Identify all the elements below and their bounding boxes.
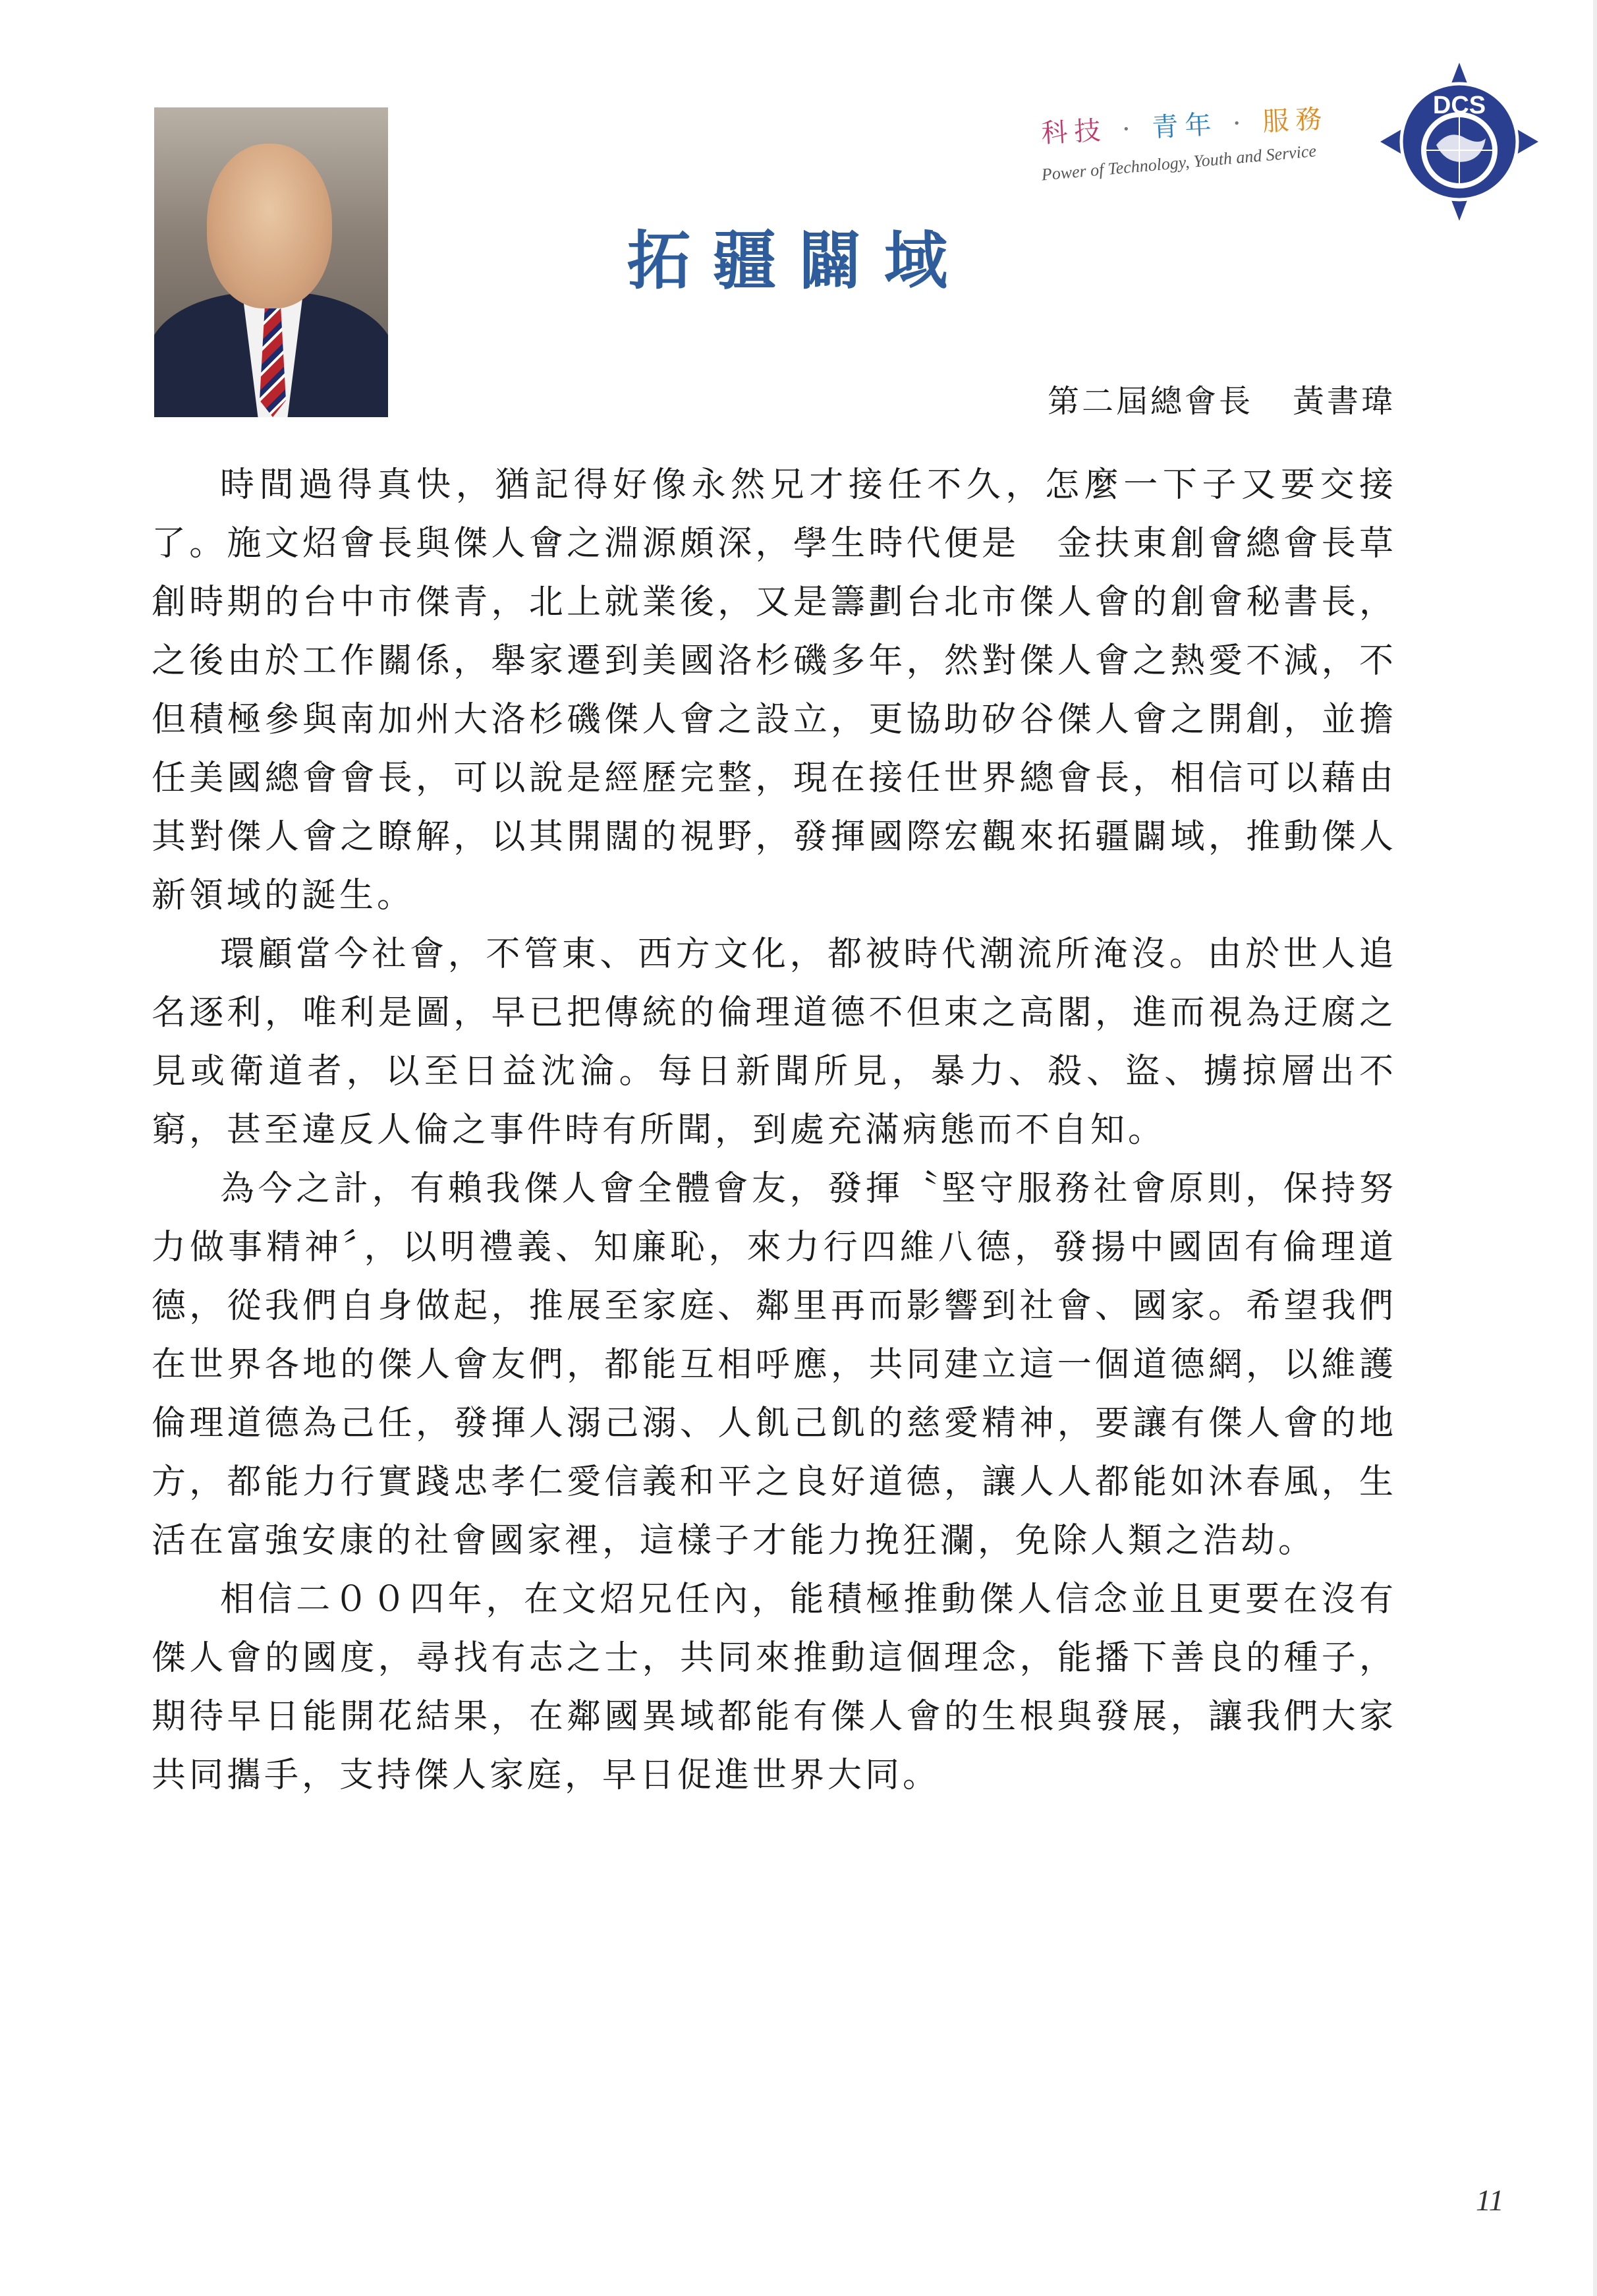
slogan-separator: · [1231, 107, 1248, 139]
photo-face [207, 144, 332, 308]
author-name: 黃書瑋 [1292, 383, 1395, 420]
logo-text: DCS [1432, 92, 1486, 119]
paragraph: 環顧當今社會，不管東、西方文化，都被時代潮流所淹沒。由於世人追名逐利，唯利是圖，早已把傳統的倫理道德不但束之高閣，進而視為迂腐之見或衛道者，以至日益沈淪。每日新聞所見，暴力、殺、盜、擄掠層出不窮，甚至違反人倫之事件時有所聞，到處充滿病態而不自知。 [152, 934, 1397, 1150]
slogan-english: Power of Technology, Youth and Service [1040, 141, 1318, 185]
article-title: 拓疆闢域 [627, 223, 970, 298]
author-photo [154, 107, 388, 417]
author-role: 第二屆總會長 [1047, 383, 1253, 420]
article-body [152, 456, 1397, 1805]
paragraph: 相信二００四年，在文炤兄任內，能積極推動傑人信念並且更要在沒有傑人會的國度，尋找有志之士，共同來推動這個理念，能播下善良的種子，期待早日能開花結果，在鄰國異域都能有傑人會的生根與發展，讓我們大家共同攜手，支持傑人家庭，早日促進世界大同。 [152, 1580, 1397, 1795]
slogan-word-youth: 青年 [1151, 109, 1219, 144]
paragraph: 為今之計，有賴我傑人會全體會友，發揮〝堅守服務社會原則，保持努力做事精神〞，以明禮義、知廉恥，來力行四維八德，發揚中國固有倫理道德，從我們自身做起，推展至家庭、鄰里再而影響到社會、國家。希望我們在世界各地的傑人會友們，都能互相呼應，共同建立這一個道德網，以維護倫理道德為己任，發揮人溺己溺、人飢己飢的慈愛精神，要讓有傑人會的地方，都能力行實踐忠孝仁愛信義和平之良好道德，讓人人都能如沐春風，生活在富強安康的社會國家裡，這樣子才能力挽狂瀾，免除人類之浩劫。 [152, 1169, 1397, 1561]
slogan-word-service: 服務 [1262, 103, 1330, 138]
slogan [1041, 104, 1384, 190]
slogan-separator: · [1121, 113, 1138, 145]
dcs-logo [1377, 59, 1542, 224]
slogan-word-technology: 科技 [1040, 115, 1108, 150]
byline [1048, 376, 1395, 421]
page-number: 11 [1476, 2183, 1504, 2217]
paragraph: 時間過得真快，猶記得好像永然兄才接任不久，怎麼一下子又要交接了。施文炤會長與傑人會之淵源頗深，學生時代便是 金扶東創會總會長草創時期的台中市傑青，北上就業後，又是籌劃台北市傑人會的創會秘書長，之後由於工作關係，舉家遷到美國洛杉磯多年，然對傑人會之熱愛不減，不但積極參與南加州大洛杉磯傑人會之設立，更協助矽谷傑人會之開創，並擔任美國總會會長，可以說是經歷完整，現在接任世界總會長，相信可以藉由其對傑人會之瞭解，以其開闊的視野，發揮國際宏觀來拓疆闢域，推動傑人新領域的誕生。 [152, 465, 1397, 915]
